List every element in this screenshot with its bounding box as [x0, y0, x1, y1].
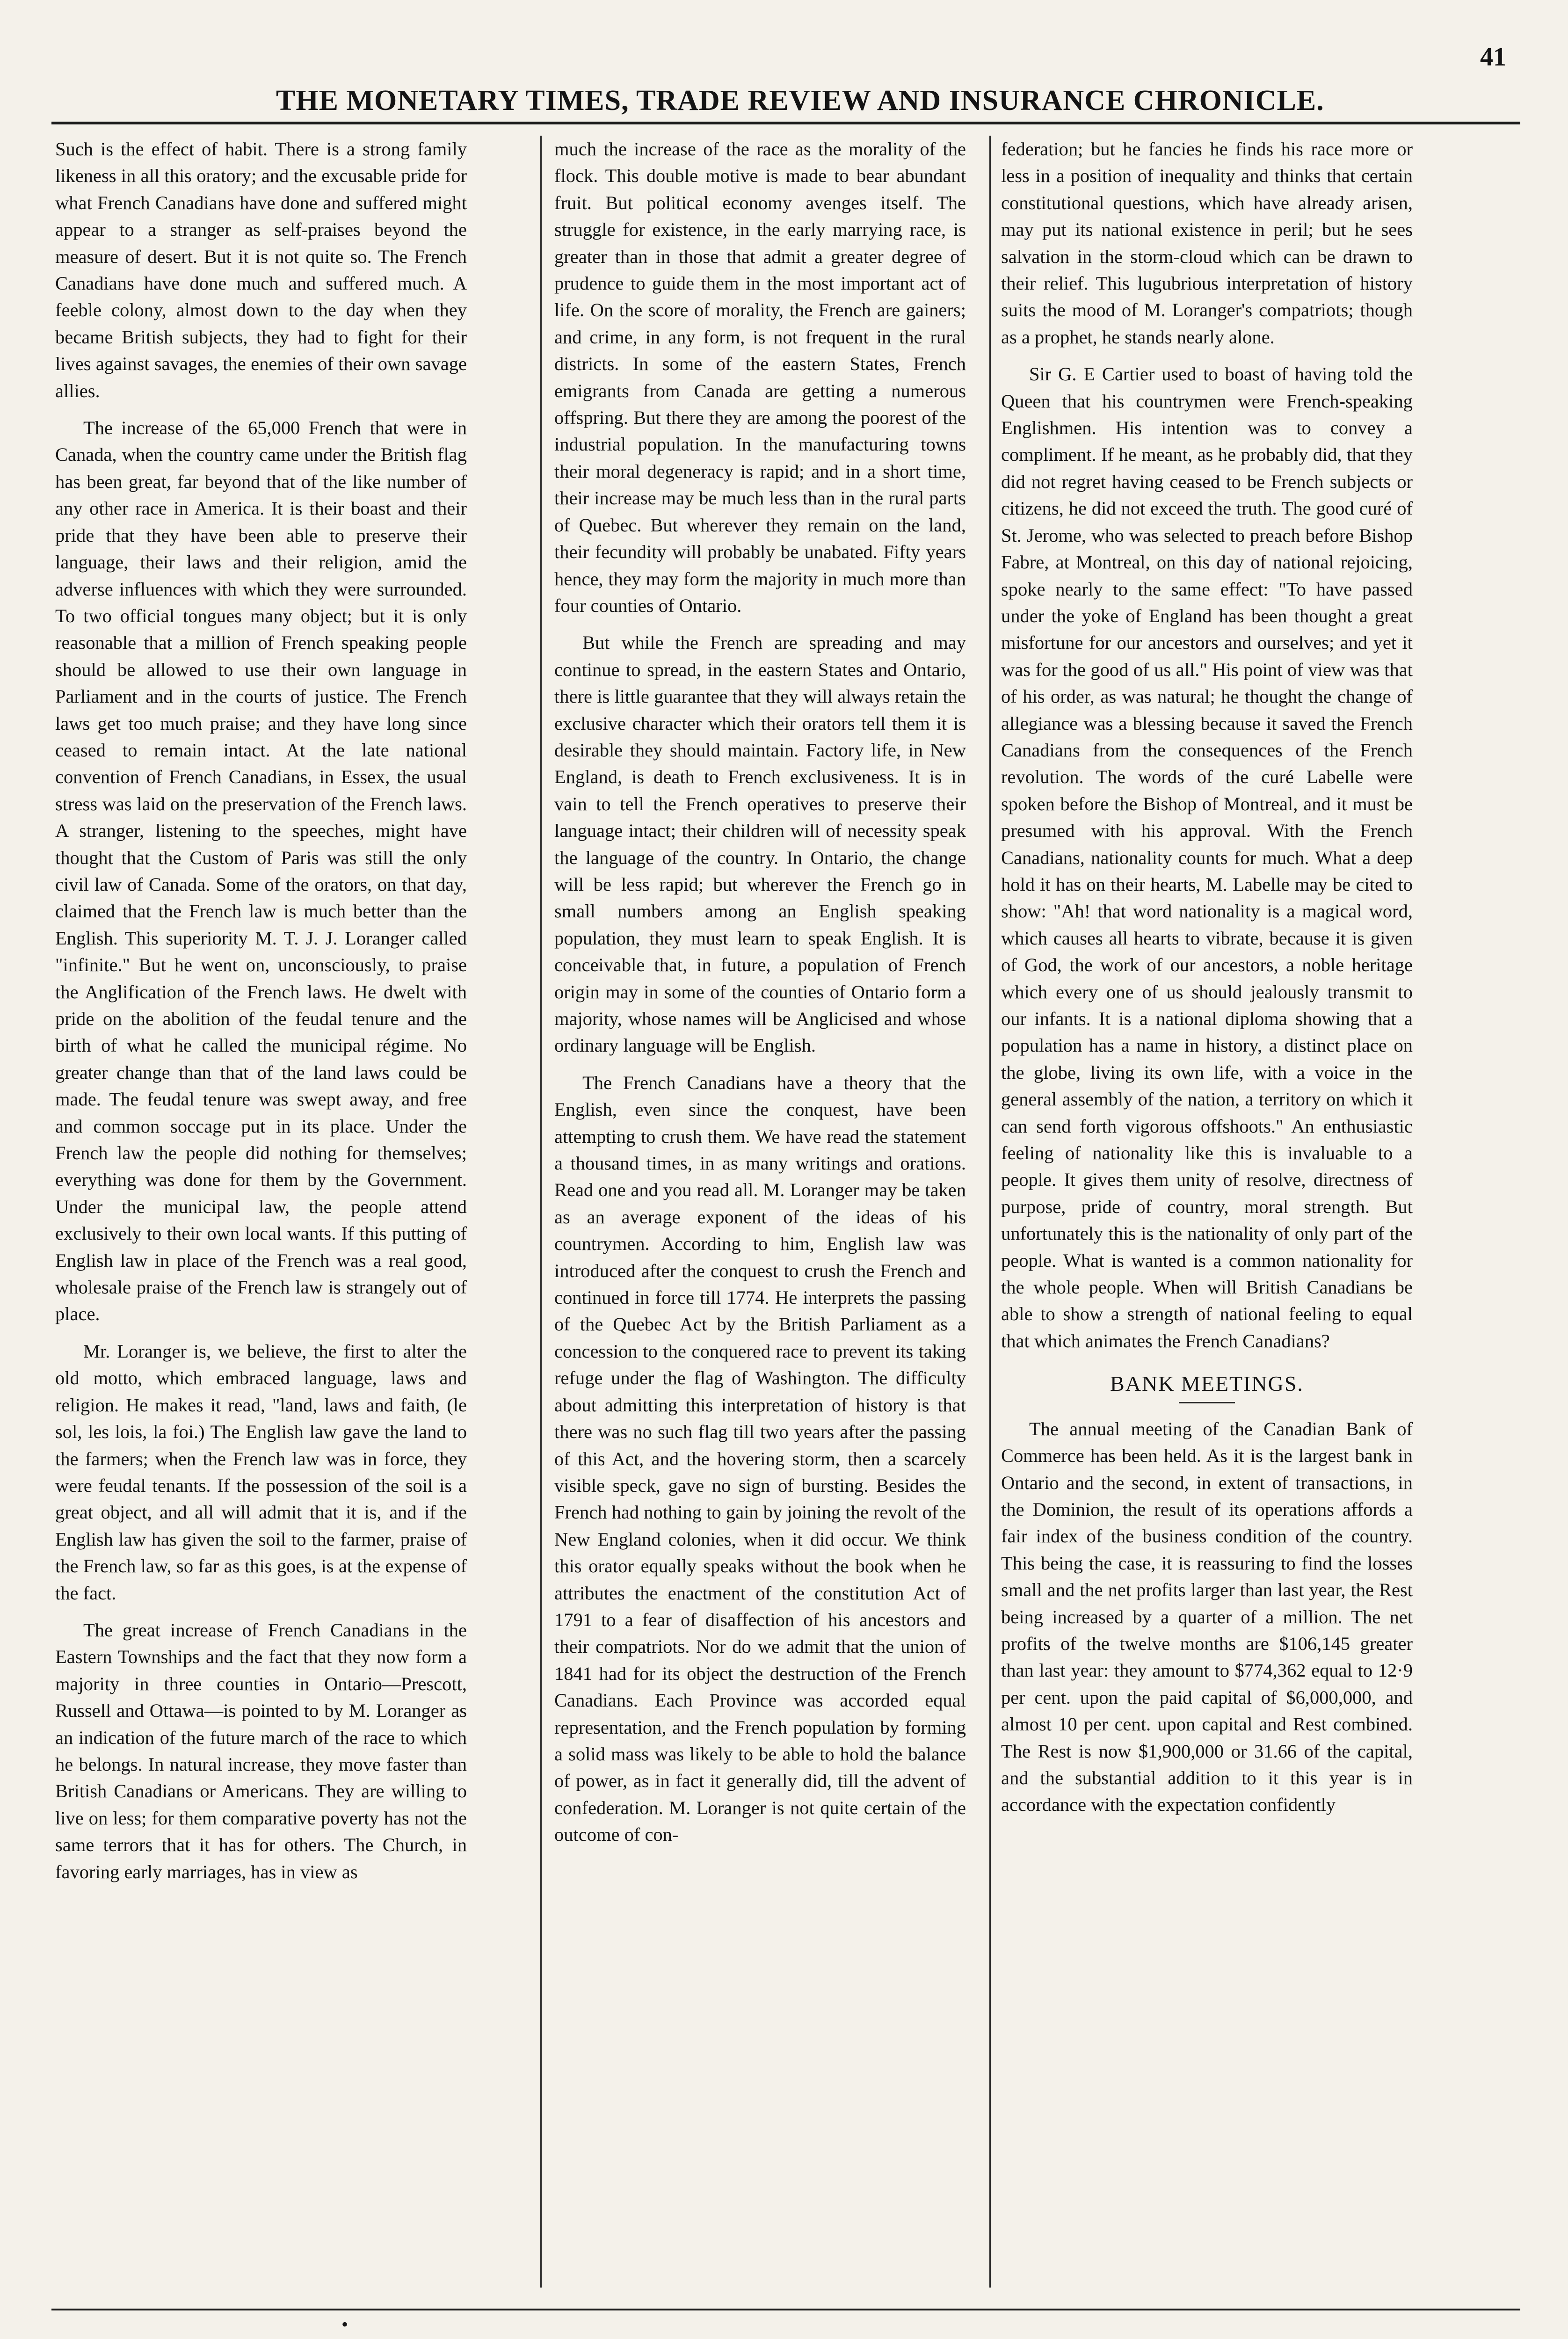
article-paragraph: But while the French are spreading and may continue to spread, in the eastern States and Ontario, there is little guarantee that they will always retain the exclusive character which their orators tell them it is desirable they should maintain. Factory life, in New England, is death to French exclusiveness. It is in vain to tell the French operatives to preserve their language intact; their children will of necessity speak the language of the country. In Ontario, the change will be less rapid; but wherever the French go in small numbers among an English speaking population, they must learn to speak English. It is conceivable that, in future, a population of French origin may in some of the counties of Ontario form a majority, whose names will be Anglicised and whose ordinary language will be English.: [554, 632, 966, 1056]
column-rule: [989, 136, 991, 2288]
column-3: [1001, 136, 1413, 2297]
article-paragraph: The increase of the 65,000 French that were in Canada, when the country came under the British flag has been great, far beyond that of the like number of any other race in America. It is their boast and their pride that they have been able to preserve their language, their laws and their religion, amid the adverse influences with which they were surrounded. To two official tongues many object; but it is only reasonable that a million of French speaking people should be allowed to use their own language in Parliament and in the courts of justice. The French laws get too much praise; and they have long since ceased to remain intact. At the late national convention of French Canadians, in Essex, the usual stress was laid on the preservation of the French laws. A stranger, listening to the speeches, might have thought that the Custom of Paris was still the only civil law of Canada. Some of the orators, on that day, claimed that the French law is much better than the English. This superiority M. T. J. J. Loranger called "infinite." But he went on, unconsciously, to praise the Anglification of the French laws. He dwelt with pride on the abolition of the feudal tenure and the birth of what he called the municipal régime. No greater change than that of the land laws could be made. The feudal tenure was swept away, and free and common soccage put in its place. Under the French law the people did nothing for themselves; everything was done for them by the Government. Under the municipal law, the people attend exclusively to their own local wants. If this putting of English law in place of the French was a real good, wholesale praise of the French law is strangely out of place.: [55, 417, 467, 1325]
column-2: [554, 136, 966, 2297]
bank-meetings-paragraph: The annual meeting of the Canadian Bank of Commerce has been held. As it is the largest bank in Ontario and the second, in extent of transactions, in the Dominion, the result of its operations affords a fair index of the business condition of the country. This being the case, it is reassuring to find the losses small and the net profits larger than last year, the Rest being increased by a quarter of a million. The net profits of the twelve months are $106,145 greater than last year: they amount to $774,362 equal to 12·9 per cent. upon the paid capital of $6,000,000, and almost 10 per cent. upon capital and Rest combined. The Rest is now $1,900,000 or 31.66 of the capital, and the substantial addition to it this year is in accordance with the expectation confidently: [1001, 1418, 1413, 1816]
masthead-title: THE MONETARY TIMES, TRADE REVIEW AND INSURANCE CHRONICLE.: [276, 85, 1324, 116]
section-heading-bank-meetings: BANK MEETINGS.: [1110, 1372, 1304, 1396]
heading-divider: [1179, 1402, 1235, 1403]
article-paragraph: much the increase of the race as the morality of the flock. This double motive is made to bear abundant fruit. But political economy avenges itself. The struggle for existence, in the early marrying race, is greater than in those that admit a greater degree of prudence to guide them in the most important act of life. On the score of morality, the French are gainers; and crime, in any form, is not frequent in the rural districts. In some of the eastern States, French emigrants from Canada are getting a numerous offspring. But there they are among the poorest of the industrial population. In the manufacturing towns their moral degeneracy is rapid; and in a short time, their increase may be much less than in the rural parts of Quebec. But wherever they remain on the land, their fecundity will probably be unabated. Fifty years hence, they may form the majority in much more than four counties of Ontario.: [554, 138, 966, 616]
article-paragraph: The great increase of French Canadians in the Eastern Townships and the fact that they now form a majority in three counties in Ontario—Prescott, Russell and Ottawa—is pointed to by M. Loranger as an indication of the future march of the race to which he belongs. In natural increase, they move faster than British Canadians or Americans. They are willing to live on less; for them comparative poverty has not the same terrors that it has for others. The Church, in favoring early marriages, has in view as: [55, 1619, 467, 1882]
article-paragraph: The French Canadians have a theory that the English, even since the conquest, have been attempting to crush them. We have read the statement a thousand times, in as many writings and orations. Read one and you read all. M. Loranger may be taken as an average exponent of the ideas of his countrymen. According to him, English law was introduced after the conquest to crush the French and continued in force till 1774. He interprets the passing of the Quebec Act by the British Parliament as a concession to the conquered race to prevent its taking refuge under the flag of Washington. The difficulty about admitting this interpretation of history is that there was no such flag till two years after the passing of this Act, and the hovering storm, then a scarcely visible speck, gave no sign of bursting. Besides the French had nothing to gain by joining the revolt of the New England colonies, when it did occur. We think this orator equally speaks without the book when he attributes the enactment of the constitution Act of 1791 to a fear of disaffection of his ancestors and their compatriots. Nor do we admit that the union of 1841 had for its object the destruction of the French Canadians. Each Province was accorded equal representation, and the French population by forming a solid mass was likely to be able to hold the balance of power, as in fact it generally did, till the advent of confederation. M. Loranger is not quite certain of the outcome of con-: [554, 1072, 966, 1845]
article-paragraph: Sir G. E Cartier used to boast of having told the Queen that his countrymen were French-speaking Englishmen. His intention was to convey a compliment. If he meant, as he probably did, that they did not regret having ceased to be French subjects or citizens, he did not exceed the truth. The good curé of St. Jerome, who was selected to preach before Bishop Fabre, at Montreal, on this day of national rejoicing, spoke nearly to the same effect: "To have passed under the yoke of England has been thought a great misfortune for our ancestors and ourselves; and yet it was for the good of us all." His point of view was that of his order, as was natural; he thought the change of allegiance was a blessing because it saved the French Canadians from the consequences of the French revolution. The words of the curé Labelle were spoken before the Bishop of Montreal, and it must be presumed with his approval. With the French Canadians, nationality counts for much. What a deep hold it has on their hearts, M. Labelle may be cited to show: "Ah! that word nationality is a magical word, which causes all hearts to vibrate, because it is given of God, the work of our ancestors, a noble heritage which every one of us should jealously transmit to our infants. It is a national diploma showing that a population has a name in history, a distinct place on the globe, living its own life, with a voice in the general assembly of the nation, a territory on which it can send forth vigorous offshoots." An enthusiastic feeling of nationality like this is invaluable to a people. It gives them unity of resolve, directness of purpose, pride of country, moral strength. But unfortunately this is the nationality of only part of the people. What is wanted is a common nationality for the whole people. When will British Canadians be able to show a strength of national feeling to equal that which animates the French Canadians?: [1001, 363, 1413, 1351]
article-paragraph: federation; but he fancies he finds his race more or less in a position of inequality and thinks that certain constitutional questions, which have already arisen, may put its national existence in peril; but he sees salvation in the storm-cloud which can be drawn to their relief. This lugubrious interpretation of history suits the mood of M. Loranger's compatriots; though as a prophet, he stands nearly alone.: [1001, 138, 1413, 348]
footer-mark: •: [341, 2314, 348, 2335]
article-paragraph: Such is the effect of habit. There is a strong family likeness in all this oratory; and the excusable pride for what French Canadians have done and suffered might appear to a stranger as self-praises beyond the measure of desert. But it is not quite so. The French Canadians have done much and suffered much. A feeble colony, almost down to the day when they became British subjects, they had to fight for their lives against savages, the enemies of their own savage allies.: [55, 138, 467, 401]
page-header: [51, 33, 1520, 124]
column-1: [55, 136, 467, 2297]
footer-rule: [51, 2309, 1520, 2310]
article-paragraph: Mr. Loranger is, we believe, the first to alter the old motto, which embraced language, laws and religion. He makes it read, "land, laws and faith, (le sol, les lois, la foi.) The English law gave the land to the farmers; when the French law was in force, they were feudal tenants. If the possession of the soil is a great object, and all will admit that it is, and if the English law has given the soil to the farmer, praise of the French law, so far as this goes, is at the expense of the fact.: [55, 1340, 467, 1604]
page-number: 41: [1480, 43, 1506, 72]
column-rule: [540, 136, 542, 2288]
